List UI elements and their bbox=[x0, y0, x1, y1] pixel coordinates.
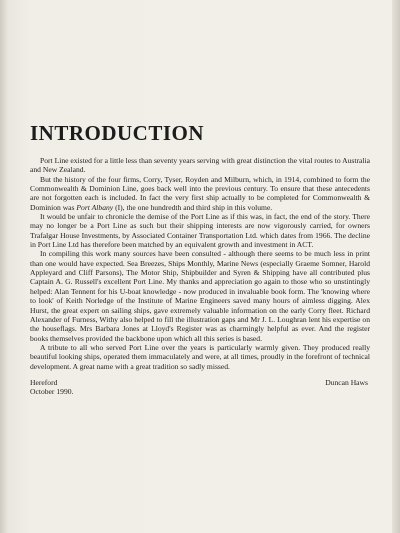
signoff bbox=[30, 378, 370, 397]
signoff-date: October 1990. bbox=[30, 387, 74, 397]
paragraph-3: It would be unfair to chronicle the demise of the Port Line as if this was, in fact, the end of the story. There may no longer be a Port Line as such but their shipping interests are now vigorously carried, for owners Trafalgar House Investments, by Associated Container Transportation Ltd. which dates from 1966. The decline in Port Line Ltd has therefore been matched by an equivalent growth and investment in ACT. bbox=[30, 212, 370, 250]
paragraph-5: A tribute to all who served Port Line over the years is particularly warmly given. They produced really beautiful looking ships, operated them immaculately and were, at all times, proudly in the forefront of technical development. A great name with a great tradition so sadly missed. bbox=[30, 342, 370, 371]
signoff-place-date bbox=[30, 378, 73, 397]
paragraph-4: In compiling this work many sources have been consulted - although there seems to be much less in print than one would have expected. Sea Breezes, Ships Monthly, Marine News (especially Graeme Somner, Harold Appleyard and Cliff Parsons), The Motor Ship, Shipbuilder and Syren & Shipping have all contributed plus Captain A. G. Russell's excellent Port Line. My thanks and appreciation go again to those who so unstintingly helped: Alan Tennent for his U-boat knowledge - now produced in invaluable book form. The 'knowing where to look' of Keith Norledge of the Institute of Marine Engineers saved many hours of aimless digging. Alex Hurst, the great expert on sailing ships, gave extremely valuable information on the early Corry fleet. Richard Alexander of Furness, Withy also helped to fill the illustration gaps and Mr J. L. Loughran lent his expertise on the houseflags. Mrs Barbara Jones at Lloyd's Register was as charmingly helpful as ever. And the register books themselves provided the backbone upon which all this series is based. bbox=[30, 249, 370, 343]
page-edge bbox=[392, 0, 400, 533]
signoff-place: Hereford bbox=[30, 377, 58, 387]
paragraph-1: Port Line existed for a little less than seventy years serving with great distinction the vital routes to Australia and New Zealand. bbox=[30, 156, 370, 175]
ship-name: Port Albany bbox=[76, 202, 114, 212]
page-content bbox=[30, 120, 370, 397]
signoff-author: Duncan Haws bbox=[325, 377, 368, 387]
page-title: INTRODUCTION bbox=[30, 121, 205, 145]
paragraph-2: But the history of the four firms, Corry, Tyser, Royden and Milburn, which, in 1914, combined to form the Commonwealth & Dominion Line, goes back well into the previous century. To ensure that these antecedents are not forgotten each is included. In fact the very first ship actually to be completed for Commonwealth & Dominion was Port Albany (I), the one hundredth and third ship in this volume. bbox=[30, 174, 370, 212]
